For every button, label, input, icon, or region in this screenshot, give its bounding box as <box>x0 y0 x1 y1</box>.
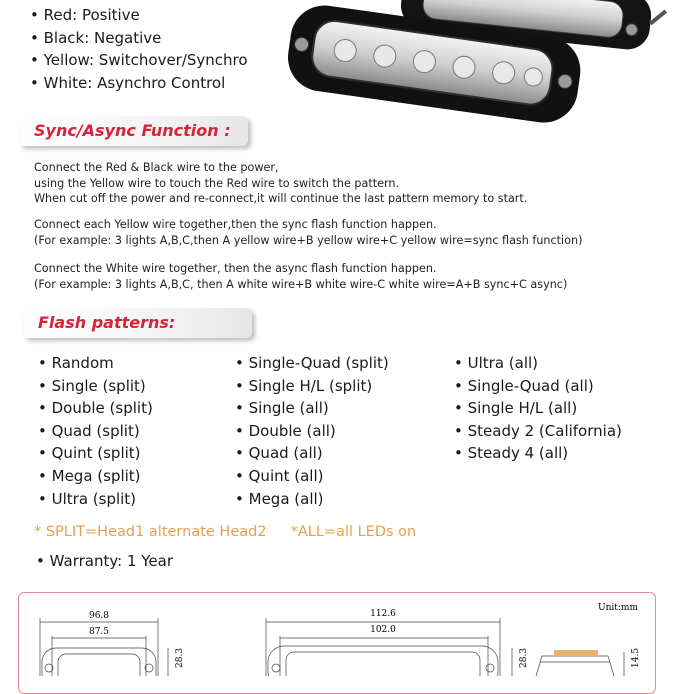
split-all-note <box>34 524 416 540</box>
dimension-label: 112.6 <box>370 609 396 619</box>
led-light-product-image <box>280 0 676 146</box>
sync-paragraph-1 <box>34 160 527 207</box>
pattern-item: • Mega (all) <box>235 488 389 511</box>
warranty-list <box>36 550 173 572</box>
sync-paragraph-2 <box>34 217 582 248</box>
text-line: When cut off the power and re-connect,it will continue the last pattern memory to start. <box>34 192 528 205</box>
pattern-item: • Steady 4 (all) <box>454 442 622 465</box>
pattern-item: • Mega (split) <box>38 465 153 488</box>
dimension-label: 96.8 <box>88 611 110 621</box>
pattern-item: • Single-Quad (all) <box>454 375 622 398</box>
pattern-item: • Quad (all) <box>235 442 389 465</box>
pattern-item: • Steady 2 (California) <box>454 420 622 443</box>
dimension-drawing <box>18 592 654 676</box>
all-note: *ALL=all LEDs on <box>290 524 417 540</box>
pattern-item: • Quint (all) <box>235 465 389 488</box>
text-line: (For example: 3 lights A,B,C, then A white wire+B white wire-C white wire=A+B sync+C async) <box>34 277 568 291</box>
pattern-item: • Ultra (all) <box>454 352 622 375</box>
flash-pattern-column-1 <box>38 352 153 510</box>
pattern-item: • Single (split) <box>38 375 153 398</box>
flash-pattern-column-2 <box>235 352 389 510</box>
dimension-label: 14.5 <box>631 647 641 668</box>
wire-color-list <box>30 4 248 94</box>
wire-item: • Yellow: Switchover/Synchro <box>30 49 248 72</box>
wire-item: • Red: Positive <box>30 4 248 27</box>
warranty-item: • Warranty: 1 Year <box>36 550 173 572</box>
dimension-label: 102.0 <box>370 625 396 635</box>
flash-patterns-heading-banner <box>24 308 252 338</box>
flash-pattern-column-3 <box>454 352 622 465</box>
pattern-item: • Double (split) <box>38 397 153 420</box>
sync-async-heading-banner <box>20 116 248 146</box>
wire-item: • Black: Negative <box>30 27 248 50</box>
pattern-item: • Single H/L (split) <box>235 375 389 398</box>
pattern-item: • Single-Quad (split) <box>235 352 389 375</box>
dimension-label: 28.3 <box>175 647 185 668</box>
pattern-item: • Single (all) <box>235 397 389 420</box>
split-note: * SPLIT=Head1 alternate Head2 <box>34 524 267 540</box>
text-line: Connect each Yellow wire together,then the sync flash function happen. <box>34 218 437 231</box>
pattern-item: • Random <box>38 352 153 375</box>
sync-paragraph-3 <box>34 261 567 292</box>
text-line: (For example: 3 lights A,B,C,then A yellow wire+B yellow wire+C yellow wire=sync flash function) <box>34 233 583 247</box>
wire-item: • White: Asynchro Control <box>30 72 248 95</box>
pattern-item: • Single H/L (all) <box>454 397 622 420</box>
text-line: Connect the Red & Black wire to the power, <box>34 161 279 174</box>
unit-label: Unit:mm <box>598 603 638 613</box>
section-heading: Sync/Async Function : <box>34 121 231 140</box>
pattern-item: • Double (all) <box>235 420 389 443</box>
pattern-item: • Quad (split) <box>38 420 153 443</box>
text-line: using the Yellow wire to touch the Red wire to switch the pattern. <box>34 176 400 190</box>
text-line: Connect the White wire together, then the async flash function happen. <box>34 262 437 275</box>
dimension-label: 28.3 <box>519 647 529 668</box>
section-heading: Flash patterns: <box>38 313 176 332</box>
dimension-label: 87.5 <box>88 627 110 637</box>
pattern-item: • Quint (split) <box>38 442 153 465</box>
pattern-item: • Ultra (split) <box>38 488 153 511</box>
